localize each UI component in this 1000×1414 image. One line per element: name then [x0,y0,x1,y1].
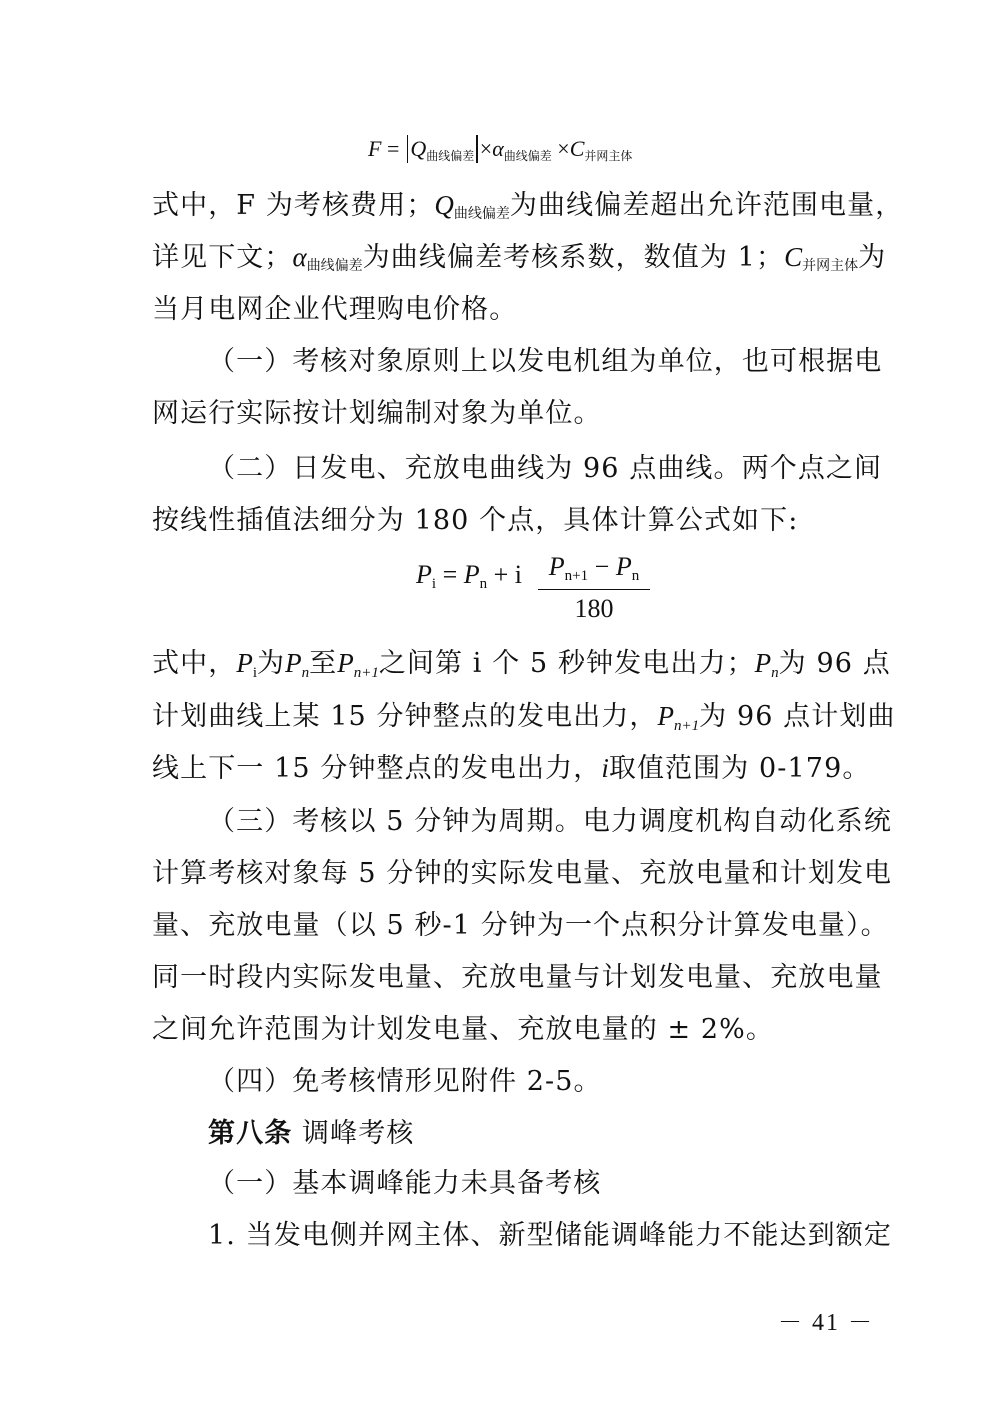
para3-line2: 按线性插值法细分为 180 个点，具体计算公式如下: [152,505,799,536]
formula-assessment-fee [368,135,632,164]
para5-line2: 计算考核对象每 5 分钟的实际发电量、充放电量和计划发电 [152,858,893,889]
formula2-fraction [538,552,650,624]
para4-text-e: 为 96 点 [778,648,891,679]
para4-text-c: 至 [309,648,338,679]
formula2-num-p2: P [615,552,632,581]
para5-line5: 之间允许范围为计划发电量、充放电量的 ± 2%。 [152,1014,775,1045]
formula-times-1: × [479,136,493,161]
para1-line1 [152,190,904,222]
formula-var-q: Q [410,136,427,161]
para4-var-pn1-2: P [657,701,675,731]
formula2-num-sub2: n [631,568,640,584]
para1-line2 [152,242,887,274]
para1-text-b: 为曲线偏差超出允许范围电量， [509,190,904,221]
para4-text-h: 线上下一 15 分钟整点的发电出力， [152,753,602,784]
para4-var-p: P [236,648,253,678]
formula2-var-p: P [416,560,432,589]
para4-text-i: 取值范围为 0-179。 [608,753,871,784]
formula2-minus: − [594,552,610,581]
para6-line1: （四）免考核情形见附件 2-5。 [208,1066,602,1097]
formula-var-alpha: α [492,136,504,161]
para4-sub-n1-2: n+1 [674,718,700,734]
formula2-equals: = [442,560,458,589]
subsection1-heading: （一）基本调峰能力未具备考核 [208,1168,602,1199]
para1-c-subscript: 并网主体 [802,258,859,274]
formula2-var-pn: P [463,560,480,589]
para5-line1: （三）考核以 5 分钟为周期。电力调度机构自动化系统 [208,806,892,837]
abs-bar-right [476,135,478,163]
formula2-plus: + [493,560,509,589]
formula-times-2: × [557,136,570,161]
para4-var-pn1: P [337,648,354,678]
formula2-numerator [538,552,650,590]
para1-alpha-subscript: 曲线偏差 [306,258,363,274]
para1-line3: 当月电网企业代理购电价格。 [152,294,518,325]
para2-line1: （一）考核对象原则上以发电机组为单位，也可根据电 [208,346,883,377]
para1-q-subscript: 曲线偏差 [453,206,510,222]
para4-text-f: 计划曲线上某 15 分钟整点的发电出力， [152,701,658,732]
abs-bar-left [407,135,409,163]
para4-var-pn-2: P [754,648,772,678]
para1-var-q: Q [434,190,454,220]
para1-var-alpha: α [292,242,307,272]
para4-text-g: 为 96 点计划曲 [699,701,896,732]
para1-var-c: C [784,242,803,272]
formula-var-c: C [569,136,585,161]
formula-alpha-subscript: 曲线偏差 [503,149,552,163]
para4-var-i: i [601,753,609,783]
para4-sub-i: i [252,665,257,681]
formula-equals: = [386,136,400,161]
para4-sub-n-2: n [771,665,779,681]
para4-text-a: 式中， [152,648,237,679]
para4-sub-n1: n+1 [353,665,379,681]
para4-line2 [152,701,896,734]
formula-q-subscript: 曲线偏差 [426,149,475,163]
formula-interpolation [416,552,640,623]
formula2-sub-n: n [479,576,488,592]
para1-text-d: 为曲线偏差考核系数，数值为 1； [362,242,785,273]
para4-sub-n: n [301,665,310,681]
formula2-denominator: 180 [574,594,614,623]
para1-text-e: 为 [858,242,887,273]
para4-text-b: 为 [256,648,286,679]
item1-line1: 1. 当发电侧并网主体、新型储能调峰能力不能达到额定 [208,1220,892,1251]
para4-var-pn: P [285,648,302,678]
formula2-num-sub1: n+1 [564,568,589,584]
para4-text-d: 之间第 i 个 5 秒钟发电出力； [378,648,755,679]
formula2-sub-i: i [431,576,437,592]
article8-heading [208,1120,852,1147]
formula-c-subscript: 并网主体 [584,149,633,163]
formula2-i: i [514,560,523,589]
para1-text-a: 式中，F 为考核费用； [152,190,435,221]
para3-line1: （二）日发电、充放电曲线为 96 点曲线。两个点之间 [208,453,883,484]
para5-line3: 量、充放电量（以 5 秒-1 分钟为一个点积分计算发电量）。 [152,910,889,941]
article8-label: 第八条 [208,1118,293,1149]
para5-line4: 同一时段内实际发电量、充放电量与计划发电量、充放电量 [152,962,883,993]
article8-title: 调峰考核 [302,1118,415,1149]
page-number: － 41 － [778,1310,874,1336]
para2-line2: 网运行实际按计划编制对象为单位。 [152,398,602,429]
formula-var-f: F [368,136,382,161]
para4-line1 [152,648,891,681]
formula2-num-p1: P [548,552,565,581]
para4-line3 [152,753,871,784]
para1-text-c: 详见下文； [152,242,293,273]
